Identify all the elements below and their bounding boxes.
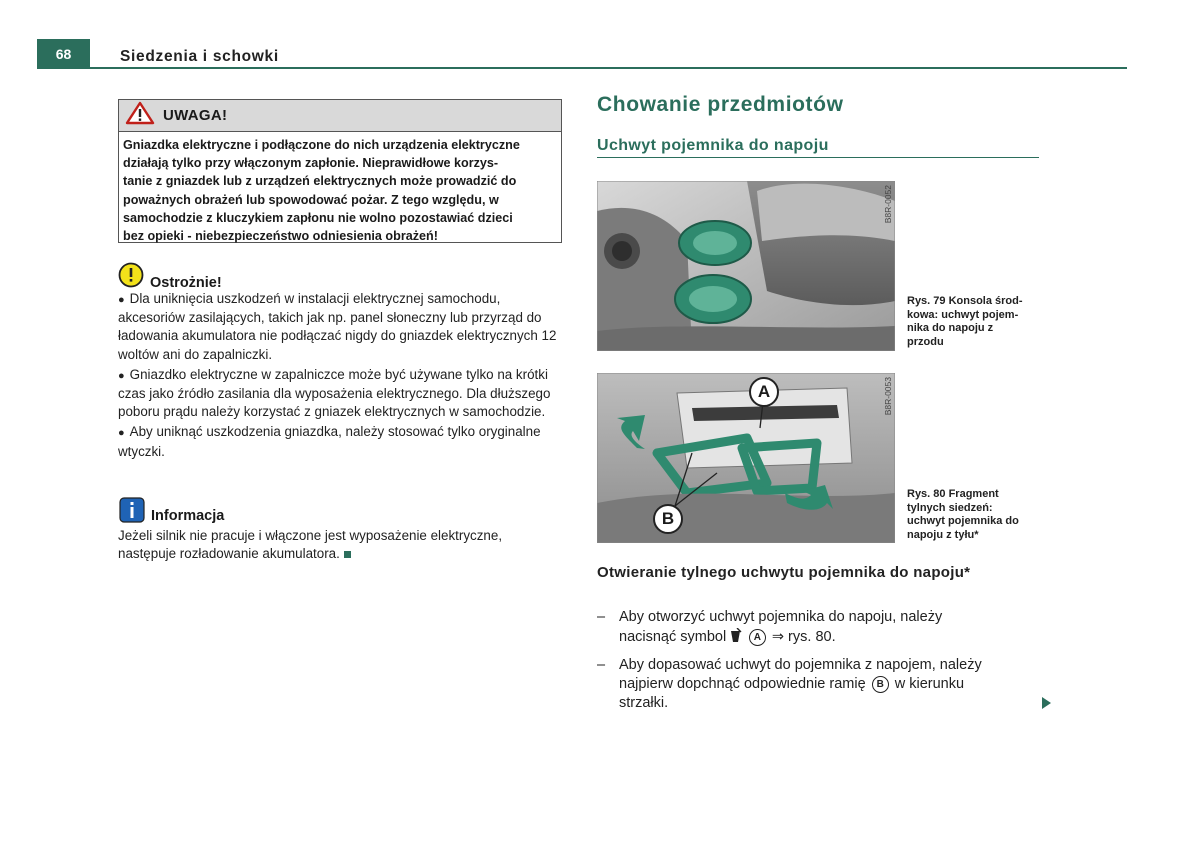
step-2: – Aby dopasować uchwyt do pojemnika z napojem, należy najpierw dopchnąć odpowiednie ramię B w kierunku strzałki. xyxy=(597,657,982,711)
subsection-title: Otwieranie tylnego uchwytu pojemnika do napoju* xyxy=(597,564,971,581)
rear-cup-holder-illustration xyxy=(597,373,895,543)
warning-box xyxy=(118,99,562,243)
warning-title: UWAGA! xyxy=(163,107,228,124)
figure-code: B8R-0053 xyxy=(883,377,893,416)
page-number: 68 xyxy=(37,39,90,69)
main-heading: Chowanie przedmiotów xyxy=(597,93,844,116)
warning-line: samochodzie z kluczykiem zapłonu nie wolno pozostawiać dzieci xyxy=(123,210,513,225)
figure-rear-cup-holder xyxy=(597,373,895,543)
continue-arrow-icon xyxy=(1042,697,1051,709)
caution-item: ● Aby uniknąć uszkodzenia gniazdka, należy stosować tylko oryginalne wtyczki. xyxy=(118,424,541,459)
figure-code: B8R-0052 xyxy=(883,185,893,224)
caution-item: ● Gniazdko elektryczne w zapalniczce może być używane tylko na krótki czas jako źródło zasilania dla wyposażenia elektrycznego. Dla dłuższego poboru prądu należy korzystać z gniazek elektrycznych w samochodzie. xyxy=(118,366,551,420)
header-divider xyxy=(37,67,1127,69)
info-icon xyxy=(119,497,145,528)
step-1: – Aby otworzyć uchwyt pojemnika do napoju, należy nacisnąć symbol A ⇒ rys. 80. xyxy=(597,609,943,645)
callout-a: A xyxy=(749,377,779,407)
exclamation-circle-icon xyxy=(118,262,144,293)
circled-a: A xyxy=(749,629,766,646)
warning-line: działają tylko przy włączonym zapłonie. Nieprawidłowe korzys- xyxy=(123,156,499,171)
warning-line: Gniazdka elektryczne i podłączone do nich urządzenia elektryczne xyxy=(123,138,520,152)
subheading-rule xyxy=(597,157,1039,158)
info-header xyxy=(119,497,224,528)
callout-b: B xyxy=(653,504,683,534)
warning-text xyxy=(119,132,561,245)
caution-item: ● Dla uniknięcia uszkodzeń w instalacji elektrycznej samochodu, akcesoriów zasilających, takich jak np. panel słoneczny lub przyrząd do ładowania akumulatora nie podłączać nigdy do gniazdek elektrycznych 12 woltów ani do zapalniczki. xyxy=(118,291,557,362)
caution-title: Ostrożnie! xyxy=(150,274,222,291)
figure-80-caption: Rys. 80 Fragment tylnych siedzeń: uchwyt pojemnika do napoju z tyłu* xyxy=(907,488,1019,541)
info-title: Informacja xyxy=(151,507,225,524)
cup-holder-icon xyxy=(730,629,747,644)
warning-triangle-icon xyxy=(125,101,155,130)
warning-header xyxy=(119,100,561,132)
warning-line: bez opieki - niebezpieczeństwo odniesienia obrażeń! xyxy=(123,229,438,244)
caution-text xyxy=(118,290,560,463)
figure-front-cup-holder xyxy=(597,181,895,351)
circled-b: B xyxy=(872,676,889,693)
subheading: Uchwyt pojemnika do napoju xyxy=(597,137,829,154)
caution-header xyxy=(118,262,222,293)
info-text: Jeżeli silnik nie pracuje i włączone jest wyposażenie elektryczne, następuje rozładowanie akumulatora. xyxy=(118,528,503,562)
section-title: Siedzenia i schowki xyxy=(120,48,279,65)
front-console-illustration xyxy=(597,181,895,351)
figure-79-caption: Rys. 79 Konsola środ- kowa: uchwyt pojem- nika do napoju z przodu xyxy=(907,295,1023,348)
warning-line: tanie z gniazdek lub z urządzeń elektrycznych może prowadzić do xyxy=(123,174,517,189)
warning-line: poważnych obrażeń lub spowodować pożar. Z tego względu, w xyxy=(123,192,499,207)
end-of-section-marker xyxy=(344,551,351,558)
